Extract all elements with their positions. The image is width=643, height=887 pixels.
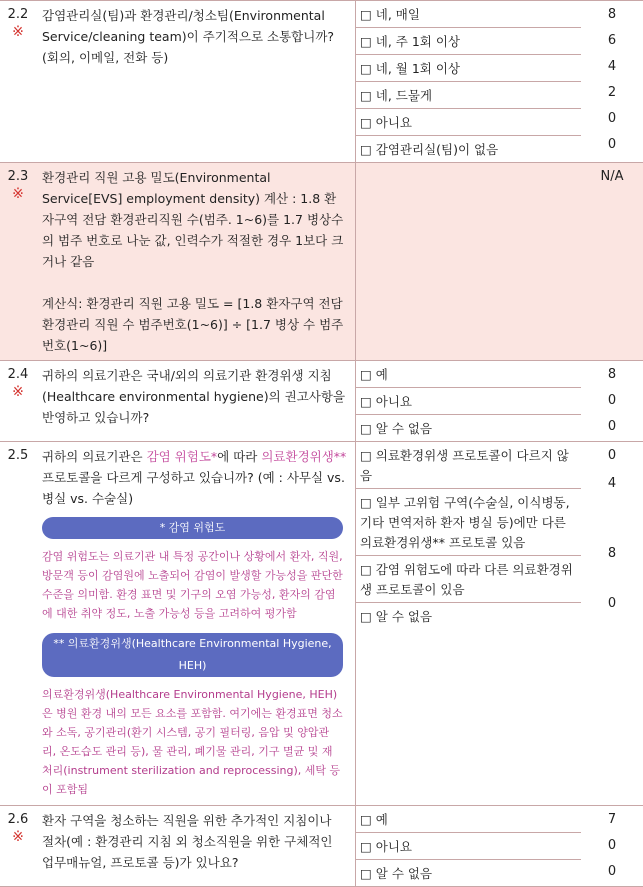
reference-mark: ※ bbox=[12, 186, 24, 202]
option-score: 2 bbox=[607, 85, 617, 100]
option-checkbox[interactable]: □ 알 수 없음 bbox=[360, 609, 433, 624]
options-cell bbox=[356, 163, 582, 361]
option-checkbox[interactable]: □ 감염관리실(팀)이 없음 bbox=[360, 142, 499, 157]
question-number: 2.4 bbox=[7, 367, 29, 382]
question-number-cell bbox=[0, 806, 36, 887]
question-text-cell bbox=[36, 442, 356, 806]
option-score: 0 bbox=[607, 137, 617, 152]
option-checkbox[interactable]: □ 아니요 bbox=[356, 833, 581, 860]
question-row bbox=[0, 1, 643, 163]
question-row bbox=[0, 442, 643, 806]
option-checkbox[interactable]: □ 네, 주 1회 이상 bbox=[356, 28, 581, 55]
note-text-infection-risk: 감염 위험도는 의료기관 내 특정 공간이나 상황에서 환자, 직원, 방문객 등이 감염원에 노출되어 감염이 발생할 가능성을 판단한 수준을 의미함. 환경 표면 및 기구의 오염 가능성, 환자의 감염에 대한 취약 정도, 노출 가능성 등을 고려하여 평가함 bbox=[42, 550, 343, 620]
scores-cell bbox=[581, 163, 643, 361]
scores-cell bbox=[581, 361, 643, 442]
option-checkbox[interactable]: □ 감염 위험도에 따라 다른 의료환경위생 프로토콜이 있음 bbox=[356, 556, 581, 603]
question-text: 환경관리 직원 고용 밀도(Environmental Service[EVS] employment density) 계산 : 1.8 환자구역 전담 환경관리직원 수(범주. 1~6)를 1.7 병상수의 범주 번호로 나눈 값, 인력수가 적절한 경우 1보다 크거나 같음 bbox=[42, 170, 344, 269]
formula-text: 계산식: 환경관리 직원 고용 밀도 = [1.8 환자구역 전담 환경관리 직원 수 범주번호(1~6)] ÷ [1.7 병상 수 범주 번호(1~6)] bbox=[42, 296, 344, 353]
options-cell bbox=[356, 361, 582, 442]
question-number: 2.2 bbox=[7, 7, 29, 22]
note-text-heh: 의료환경위생(Healthcare Environmental Hygiene, HEH)은 병원 환경 내의 모든 요소를 포함함. 여기에는 환경표면 청소와 소독, 공기관리(환기 시스템, 공기 필터링, 음압 및 양압관리, 온도습도 관리 등), 물 관리, 폐기물 관리, 기구 멸균 및 재처리(instrument sterilization and reprocessing), 세탁 등이 포함됨 bbox=[42, 688, 343, 796]
option-score: N/A bbox=[600, 169, 624, 184]
question-row bbox=[0, 806, 643, 887]
question-text-part: 프로토콜을 다르게 구성하고 있습니까? (예 : 사무실 vs. 병실 vs. 수술실) bbox=[42, 470, 345, 506]
option-checkbox[interactable]: □ 알 수 없음 bbox=[360, 421, 433, 436]
option-checkbox[interactable]: □ 아니요 bbox=[356, 388, 581, 415]
heh-term: 의료환경위생** bbox=[261, 449, 347, 464]
option-score: 4 bbox=[607, 59, 617, 74]
options-cell bbox=[356, 1, 582, 163]
option-checkbox[interactable]: □ 예 bbox=[356, 806, 581, 833]
option-checkbox[interactable]: □ 네, 매일 bbox=[356, 1, 581, 28]
question-text: 귀하의 의료기관은 국내/외의 의료기관 환경위생 지침(Healthcare environmental hygiene)의 권고사항을 반영하고 있습니까? bbox=[36, 361, 356, 442]
question-text-part: 귀하의 의료기관은 bbox=[42, 449, 147, 464]
question-number-cell bbox=[0, 442, 36, 806]
option-score: 0 bbox=[607, 448, 617, 463]
option-checkbox[interactable]: □ 네, 월 1회 이상 bbox=[356, 55, 581, 82]
question-text-part: 에 따라 bbox=[217, 449, 262, 464]
question-number-cell bbox=[0, 1, 36, 163]
option-score: 7 bbox=[607, 812, 617, 827]
question-text: 환자 구역을 청소하는 직원을 위한 추가적인 지침이나 절차(예 : 환경관리 지침 외 청소직원을 위한 구체적인 업무매뉴얼, 프로토콜 등)가 있나요? bbox=[36, 806, 356, 887]
question-text: 감염관리실(팀)과 환경관리/청소팀(Environmental Service/cleaning team)이 주기적으로 소통합니까? (회의, 이메일, 전화 등) bbox=[36, 1, 356, 163]
options-cell bbox=[356, 442, 582, 806]
option-score: 8 bbox=[607, 367, 617, 382]
reference-mark: ※ bbox=[12, 24, 24, 40]
question-row bbox=[0, 163, 643, 361]
option-checkbox[interactable]: □ 아니요 bbox=[356, 109, 581, 136]
question-number: 2.5 bbox=[7, 448, 29, 463]
option-checkbox[interactable]: □ 알 수 없음 bbox=[360, 866, 433, 881]
note-title-infection-risk: * 감염 위험도 bbox=[42, 517, 343, 539]
scores-cell bbox=[581, 1, 643, 163]
option-score: 4 bbox=[607, 476, 617, 491]
scores-cell bbox=[581, 806, 643, 887]
option-score: 0 bbox=[607, 838, 617, 853]
question-number-cell bbox=[0, 163, 36, 361]
option-score: 0 bbox=[607, 419, 617, 434]
question-number: 2.3 bbox=[7, 169, 29, 184]
question-number: 2.6 bbox=[7, 812, 29, 827]
option-score: 0 bbox=[607, 393, 617, 408]
option-score: 8 bbox=[607, 7, 617, 22]
question-row bbox=[0, 361, 643, 442]
question-number-cell bbox=[0, 361, 36, 442]
infection-risk-term: 감염 위험도* bbox=[146, 449, 218, 464]
scores-cell bbox=[581, 442, 643, 806]
options-cell bbox=[356, 806, 582, 887]
option-score: 0 bbox=[607, 596, 617, 611]
option-checkbox[interactable]: □ 일부 고위험 구역(수술실, 이식병동, 기타 면역저하 환자 병실 등)에만 다른 의료환경위생** 프로토콜 있음 bbox=[356, 489, 581, 556]
option-score: 6 bbox=[607, 33, 617, 48]
option-score: 8 bbox=[607, 546, 617, 561]
reference-mark: ※ bbox=[12, 829, 24, 845]
option-checkbox[interactable]: □ 의료환경위생 프로토콜이 다르지 않음 bbox=[356, 442, 581, 489]
option-checkbox[interactable]: □ 예 bbox=[356, 361, 581, 388]
option-score: 0 bbox=[607, 111, 617, 126]
question-text bbox=[42, 446, 347, 509]
option-score: 0 bbox=[607, 864, 617, 879]
reference-mark: ※ bbox=[12, 384, 24, 400]
note-title-heh: ** 의료환경위생(Healthcare Environmental Hygiene, HEH) bbox=[42, 633, 343, 677]
question-text-cell bbox=[36, 163, 356, 361]
option-checkbox[interactable]: □ 네, 드물게 bbox=[356, 82, 581, 109]
